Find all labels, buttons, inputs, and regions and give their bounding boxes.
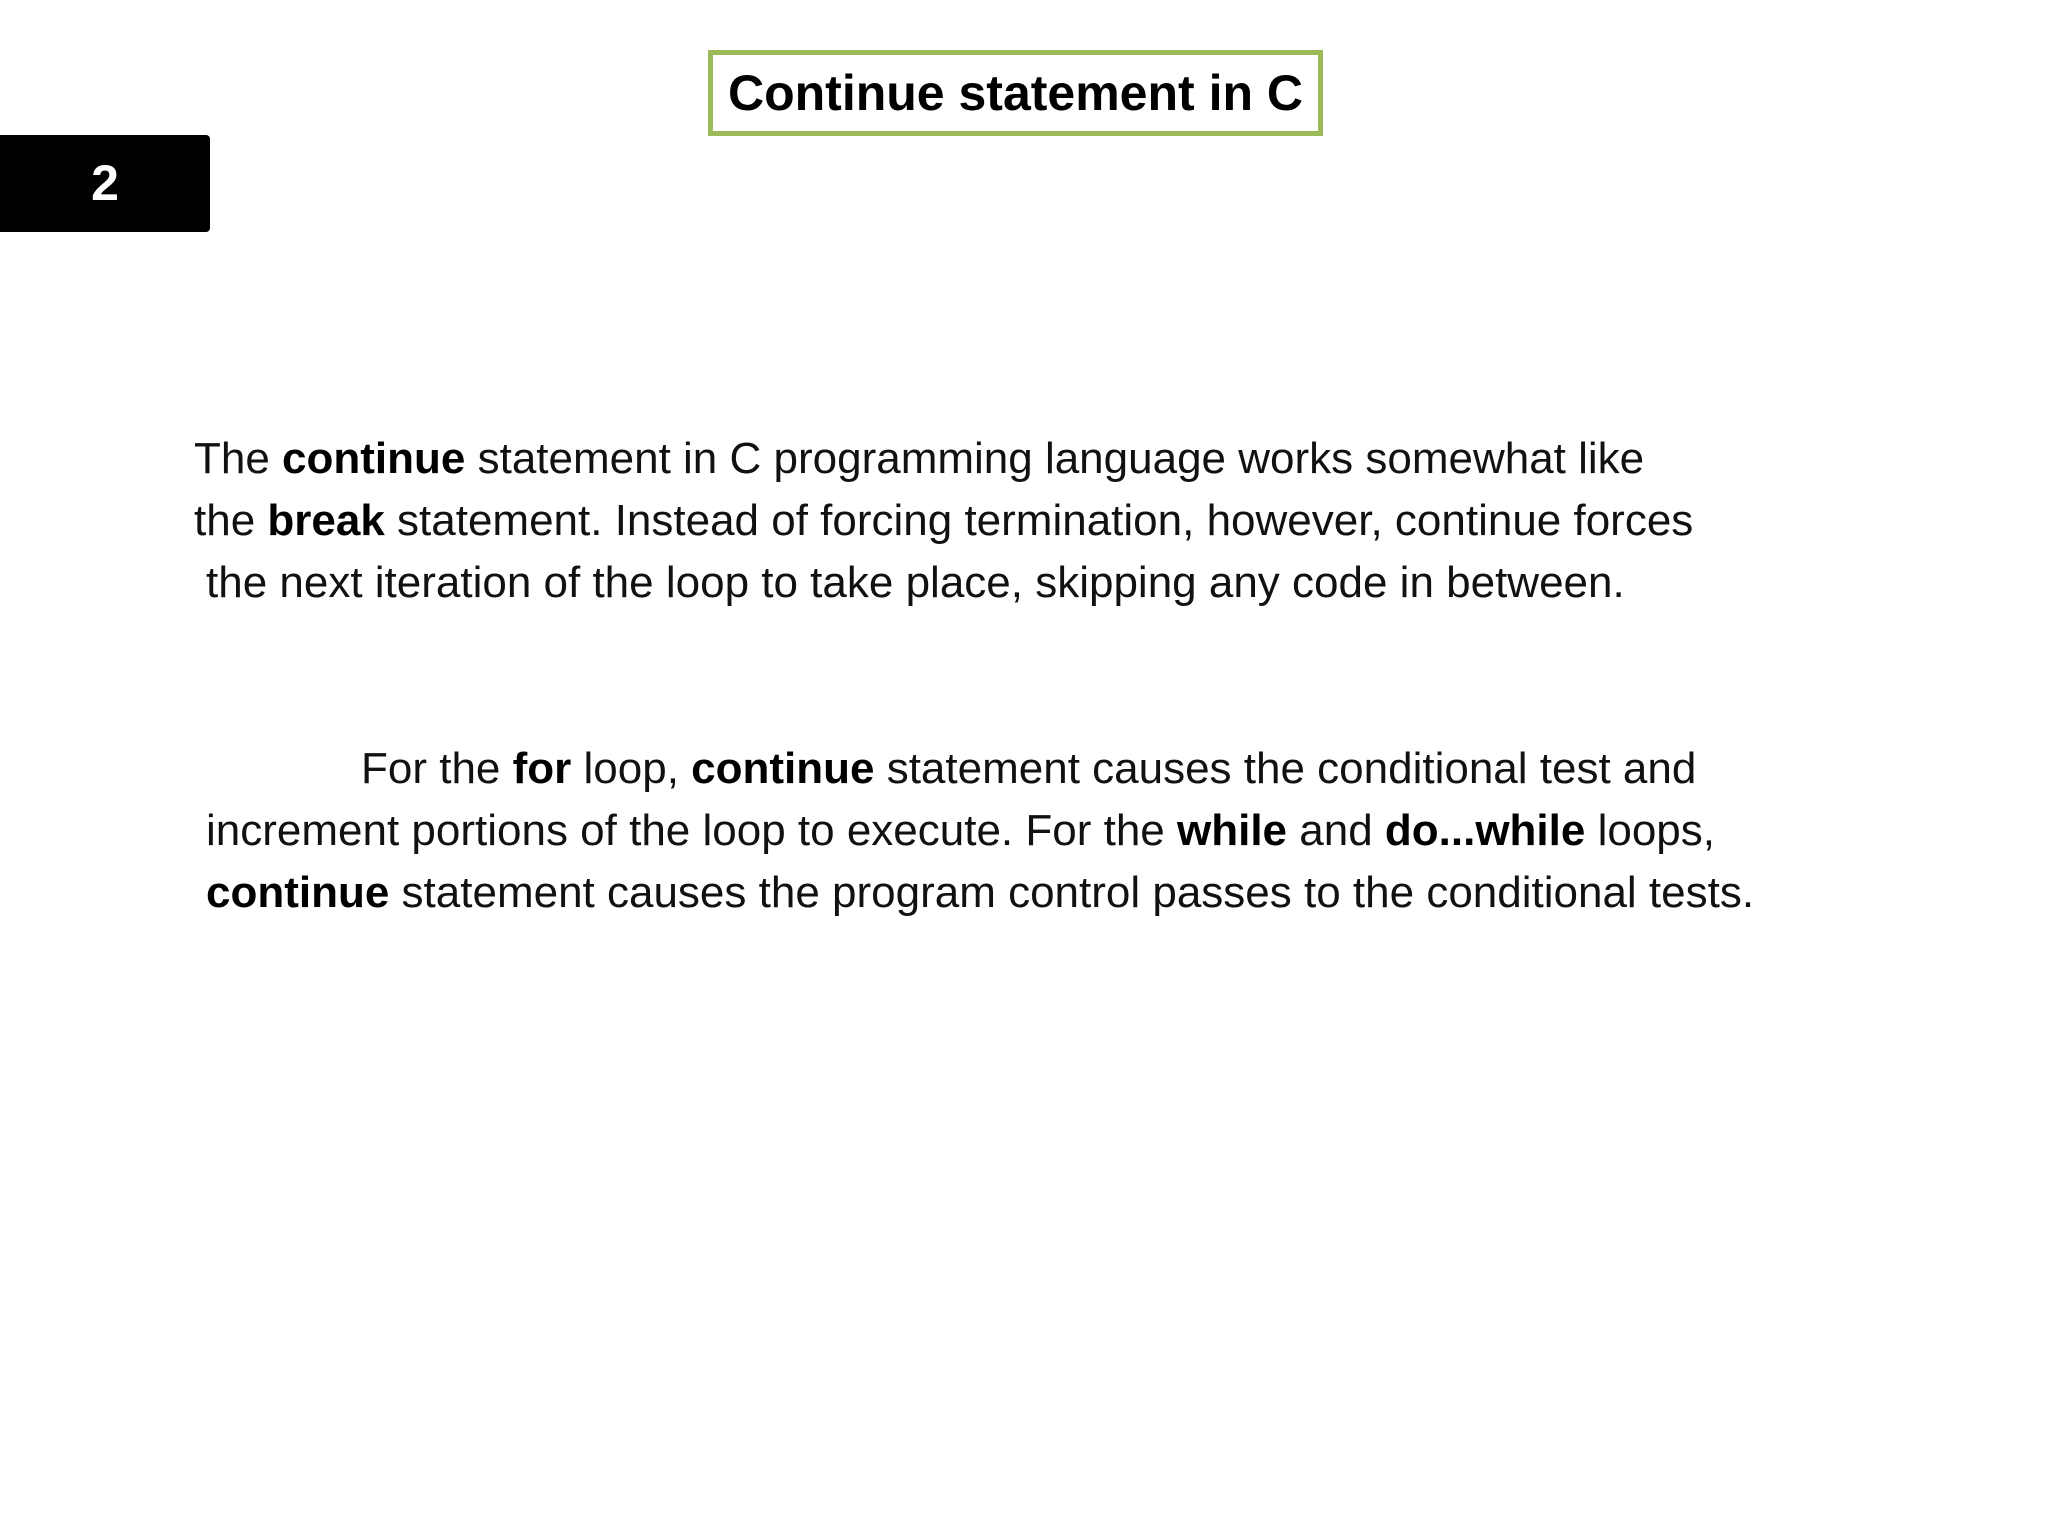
text-run: For the <box>361 744 513 793</box>
text-run: statement in C programming language works somewhat like <box>465 434 1645 483</box>
paragraph-continue-intro <box>194 428 1693 614</box>
text-run: statement causes the conditional test and <box>874 744 1697 793</box>
text-run-bold: for <box>512 744 572 793</box>
text-run: statement causes the program control passes to the conditional tests. <box>389 868 1755 917</box>
paragraph-line <box>194 490 1693 552</box>
text-run: loop, <box>571 744 692 793</box>
page-title: Continue statement in C <box>727 65 1304 121</box>
paragraph-line <box>194 552 1693 614</box>
paragraph-loop-behavior <box>206 738 1754 924</box>
text-run: and <box>1287 806 1385 855</box>
slide-number-badge <box>0 135 210 232</box>
paragraph-line <box>206 738 1754 800</box>
slide-number: 2 <box>91 155 119 211</box>
text-run-bold: continue <box>282 434 466 483</box>
text-run: the <box>194 496 268 545</box>
title-box <box>708 50 1323 136</box>
text-run-bold: while <box>1177 806 1288 855</box>
text-run-bold: continue <box>691 744 875 793</box>
paragraph-line <box>206 800 1754 862</box>
text-run: The <box>194 434 283 483</box>
text-run-bold: continue <box>206 868 390 917</box>
text-run: statement. Instead of forcing termination, however, continue forces <box>384 496 1694 545</box>
paragraph-line <box>194 428 1693 490</box>
text-run-bold: break <box>267 496 385 545</box>
text-run: increment portions of the loop to execute. For the <box>206 806 1177 855</box>
paragraph-line <box>206 862 1754 924</box>
text-run: loops, <box>1585 806 1715 855</box>
text-run-bold: do...while <box>1384 806 1586 855</box>
text-run: the next iteration of the loop to take place, skipping any code in between. <box>206 558 1625 607</box>
